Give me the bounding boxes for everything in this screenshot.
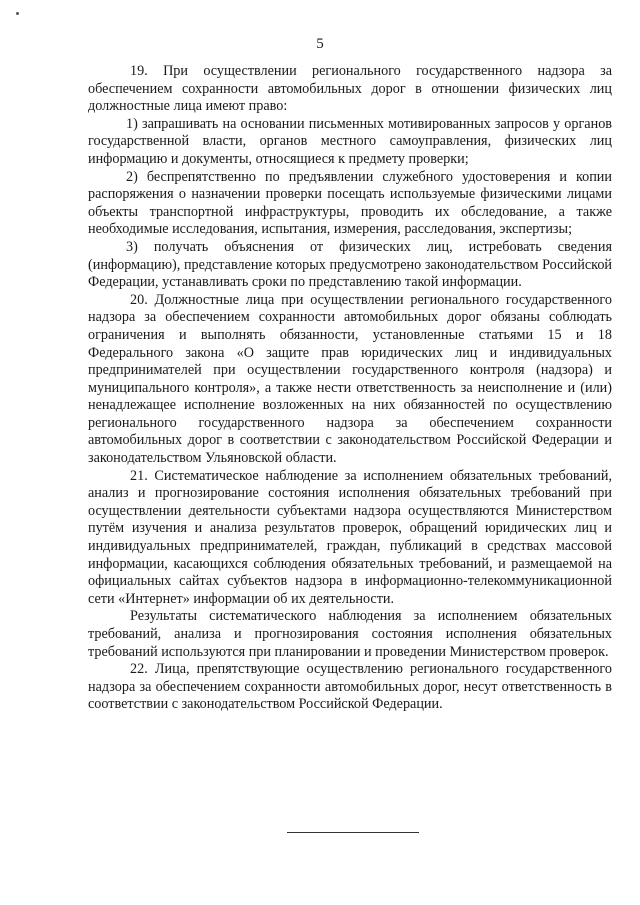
paragraph-19-item-2: 2) беспрепятственно по предъявлении служебного удостоверения и копии распоряжения о назначении проверки посещать используемые физическими лицами объекты транспортной инфраструктуры, проводить их обследование, а также необходимые исследования, испытания, измерения, расследования, экспертизы; [88,168,612,238]
paragraph-19-item-3: 3) получать объяснения от физических лиц, истребовать сведения (информацию), представление которых предусмотрено законодательством Российской Федерации, устанавливать сроки по представлению такой информации. [88,238,612,291]
paragraph-19-item-1: 1) запрашивать на основании письменных мотивированных запросов у органов государственной власти, органов местного самоуправления, физических лиц информацию и документы, относящиеся к предмету проверки; [88,115,612,167]
document-body [88,63,612,714]
paragraph-22: 22. Лица, препятствующие осуществлению регионального государственного надзора за обеспечением сохранности автомобильных дорог, несут ответственность в соответствии с законодательством Российской Федерации. [88,661,612,713]
paragraph-21-results: Результаты систематического наблюдения за исполнением обязательных требований, анализа и прогнозирования состояния исполнения обязательных требований используются при планировании и проведении Министерством проверок. [88,608,612,660]
page-number: 5 [316,36,324,52]
paragraph-21: 21. Систематическое наблюдение за исполнением обязательных требований, анализ и прогнозирование состояния исполнения обязательных требований при осуществлении деятельности субъектами надзора осуществляются Министерством путём изучения и анализа результатов проверок, обращений юридических лиц и индивидуальных предпринимателей, граждан, публикаций в средствах массовой информации, касающихся соблюдения обязательных требований, и размещаемой на официальных сайтах субъектов надзора в информационно-телекоммуникационной сети «Интернет» информации об их деятельности. [88,467,612,607]
closing-separator-line [287,832,419,833]
scan-dot-mark [16,12,19,15]
paragraph-19: 19. При осуществлении регионального государственного надзора за обеспечением сохранности автомобильных дорог в отношении физических лиц должностные лица имеют право: [88,63,612,115]
paragraph-20: 20. Должностные лица при осуществлении регионального государственного надзора за обеспечением сохранности автомобильных дорог обязаны соблюдать ограничения и выполнять обязанности, установленные статьями 15 и 18 Федерального закона «О защите прав юридических лиц и индивидуальных предпринимателей при осуществлении государственного контроля (надзора) и муниципального контроля», а также нести ответственность за неисполнение и (или) ненадлежащее исполнение возложенных на них обязанностей по осуществлению регионального государственного надзора за обеспечением сохранности автомобильных дорог в соответствии с законодательством Российской Федерации и законодательством Ульяновской области. [88,291,612,467]
